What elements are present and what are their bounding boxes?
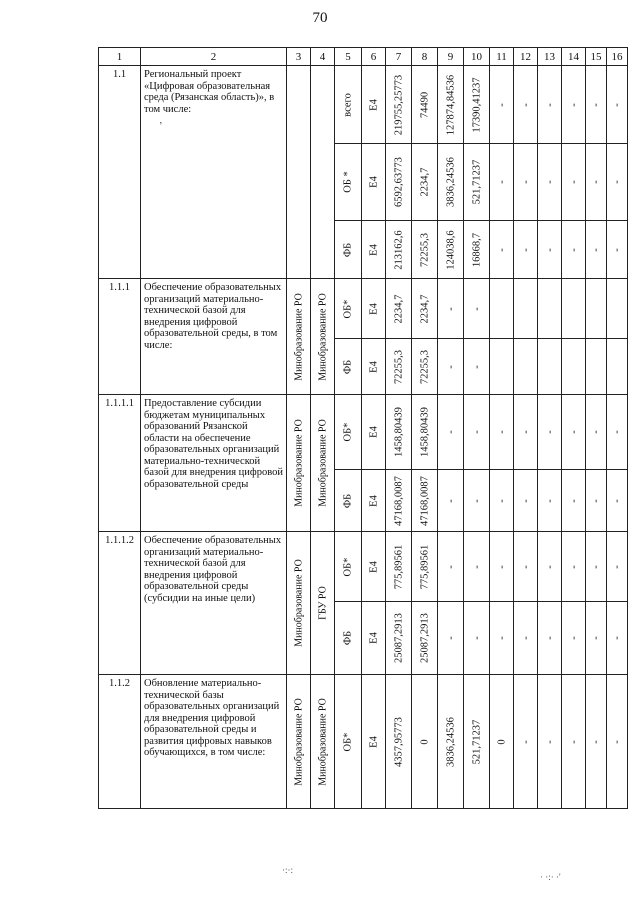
value-cell: - — [438, 279, 464, 339]
value-cell: - — [538, 395, 562, 470]
value-cell: 2234,7 — [386, 279, 412, 339]
value-cell — [514, 339, 538, 395]
value-cell: 775,89561 — [412, 532, 438, 602]
header-cell: 13 — [538, 48, 562, 66]
value-cell: 2234,7 — [412, 279, 438, 339]
value-cell: - — [586, 395, 607, 470]
header-cell: 3 — [287, 48, 311, 66]
fund-source-cell: ОБ * — [335, 144, 362, 221]
value-cell: 127874,84536 — [438, 66, 464, 144]
value-cell: - — [586, 470, 607, 532]
value-cell: 72255,3 — [412, 339, 438, 395]
header-cell: 10 — [464, 48, 490, 66]
fund-source-cell: ОБ* — [335, 395, 362, 470]
value-cell: - — [514, 144, 538, 221]
value-cell: 47168,0087 — [386, 470, 412, 532]
value-cell: - — [438, 532, 464, 602]
value-cell: 2234,7 — [412, 144, 438, 221]
value-cell: - — [490, 470, 514, 532]
value-cell: 213162,6 — [386, 221, 412, 279]
value-cell: - — [538, 675, 562, 809]
header-cell: 9 — [438, 48, 464, 66]
value-cell: - — [538, 470, 562, 532]
value-cell: - — [607, 395, 628, 470]
header-cell: 6 — [362, 48, 386, 66]
value-cell: - — [438, 395, 464, 470]
value-cell: - — [586, 66, 607, 144]
value-cell: - — [607, 66, 628, 144]
table-row — [99, 395, 628, 470]
code-cell: Е4 — [362, 144, 386, 221]
value-cell: - — [490, 395, 514, 470]
value-cell: 775,89561 — [386, 532, 412, 602]
executor-cell: Минобразование РО — [287, 532, 311, 675]
fund-source-cell: ФБ — [335, 221, 362, 279]
value-cell: - — [607, 602, 628, 675]
scan-artifact: · ·:· ·' — [540, 872, 561, 882]
value-cell: 521,71237 — [464, 144, 490, 221]
code-cell: Е4 — [362, 339, 386, 395]
fund-source-cell: ФБ — [335, 470, 362, 532]
value-cell: - — [562, 470, 586, 532]
code-cell: Е4 — [362, 66, 386, 144]
value-cell: - — [514, 675, 538, 809]
row-name: Обеспечение образовательных организаций материально-технической базой для внедрения цифровой образовательной среды (субсидии на иные цели) — [141, 532, 287, 675]
header-cell: 14 — [562, 48, 586, 66]
header-cell: 12 — [514, 48, 538, 66]
value-cell: - — [562, 144, 586, 221]
row-number: 1.1.1 — [99, 279, 141, 395]
value-cell: - — [538, 144, 562, 221]
page-number: 70 — [312, 10, 328, 26]
value-cell: - — [562, 532, 586, 602]
value-cell: 521,71237 — [464, 675, 490, 809]
value-cell: - — [464, 532, 490, 602]
coexecutor-cell: Минобразование РО — [311, 279, 335, 395]
table-row — [99, 675, 628, 809]
value-cell: 124038,6 — [438, 221, 464, 279]
value-cell: - — [464, 470, 490, 532]
row-name: Региональный проект «Цифровая образовательная среда (Рязанская область)», в том числе: , — [141, 66, 287, 279]
row-number: 1.1.2 — [99, 675, 141, 809]
value-cell: - — [586, 602, 607, 675]
value-cell: 25087,2913 — [386, 602, 412, 675]
code-cell: Е4 — [362, 532, 386, 602]
code-cell: Е4 — [362, 675, 386, 809]
value-cell — [586, 339, 607, 395]
coexecutor-cell: Минобразование РО — [311, 675, 335, 809]
value-cell: - — [562, 395, 586, 470]
value-cell: 3836,24536 — [438, 144, 464, 221]
value-cell: - — [538, 66, 562, 144]
coexecutor-cell: ГБУ РО — [311, 532, 335, 675]
value-cell: - — [514, 470, 538, 532]
value-cell: 16868,7 — [464, 221, 490, 279]
value-cell: - — [607, 532, 628, 602]
value-cell: - — [586, 221, 607, 279]
code-cell: Е4 — [362, 221, 386, 279]
row-name: Предоставление субсидии бюджетам муниципальных образований Рязанской области на обеспечение образовательных организаций материально-технической базой для внедрения цифровой образовательной среды — [141, 395, 287, 532]
value-cell: - — [538, 221, 562, 279]
code-cell: Е4 — [362, 395, 386, 470]
executor-cell: Минобразование РО — [287, 675, 311, 809]
value-cell: - — [438, 602, 464, 675]
value-cell: - — [607, 144, 628, 221]
value-cell — [538, 279, 562, 339]
value-cell — [607, 339, 628, 395]
value-cell — [514, 279, 538, 339]
fund-source-cell: ФБ — [335, 602, 362, 675]
row-number: 1.1.1.1 — [99, 395, 141, 532]
header-cell: 1 — [99, 48, 141, 66]
value-cell: 219755,25773 — [386, 66, 412, 144]
row-number: 1.1 — [99, 66, 141, 279]
value-cell: 25087,2913 — [412, 602, 438, 675]
value-cell: - — [490, 144, 514, 221]
value-cell: - — [464, 602, 490, 675]
value-cell: 0 — [490, 675, 514, 809]
value-cell: - — [562, 221, 586, 279]
value-cell — [586, 279, 607, 339]
value-cell: - — [607, 221, 628, 279]
value-cell: - — [514, 221, 538, 279]
value-cell — [607, 279, 628, 339]
code-cell: Е4 — [362, 279, 386, 339]
table-row — [99, 66, 628, 144]
header-cell: 8 — [412, 48, 438, 66]
value-cell: 4357,95773 — [386, 675, 412, 809]
value-cell — [562, 339, 586, 395]
header-cell: 4 — [311, 48, 335, 66]
value-cell: 74490 — [412, 66, 438, 144]
value-cell: - — [490, 602, 514, 675]
value-cell: - — [438, 470, 464, 532]
header-cell: 11 — [490, 48, 514, 66]
value-cell: - — [514, 602, 538, 675]
value-cell: 3836,24536 — [438, 675, 464, 809]
table-row — [99, 279, 628, 339]
code-cell: Е4 — [362, 602, 386, 675]
row-name: Обновление материально-технической базы образовательных организаций для внедрения цифровой образовательной среды и развития цифровых навыков обучающихся, в том числе: — [141, 675, 287, 809]
value-cell: 72255,3 — [412, 221, 438, 279]
value-cell: 17390,41237 — [464, 66, 490, 144]
value-cell: - — [514, 66, 538, 144]
table-row — [99, 532, 628, 602]
header-row — [99, 48, 628, 66]
value-cell: 6592,63773 — [386, 144, 412, 221]
value-cell: - — [490, 66, 514, 144]
value-cell — [490, 339, 514, 395]
coexecutor-cell: Минобразование РО — [311, 395, 335, 532]
value-cell: - — [562, 602, 586, 675]
budget-table — [98, 47, 628, 809]
value-cell: - — [464, 279, 490, 339]
value-cell: - — [464, 339, 490, 395]
value-cell: 0 — [412, 675, 438, 809]
header-cell: 2 — [141, 48, 287, 66]
code-cell: Е4 — [362, 470, 386, 532]
value-cell: - — [490, 221, 514, 279]
value-cell: - — [607, 675, 628, 809]
header-cell: 7 — [386, 48, 412, 66]
executor-cell: Минобразование РО — [287, 279, 311, 395]
value-cell: - — [538, 532, 562, 602]
value-cell: - — [538, 602, 562, 675]
header-cell: 16 — [607, 48, 628, 66]
value-cell: - — [607, 470, 628, 532]
value-cell: - — [562, 66, 586, 144]
executor-cell — [287, 66, 311, 279]
fund-source-cell: ОБ* — [335, 279, 362, 339]
header-cell: 5 — [335, 48, 362, 66]
value-cell: 1458,80439 — [412, 395, 438, 470]
executor-cell: Минобразование РО — [287, 395, 311, 532]
value-cell: - — [586, 532, 607, 602]
value-cell: - — [490, 532, 514, 602]
value-cell: 47168,0087 — [412, 470, 438, 532]
row-number: 1.1.1.2 — [99, 532, 141, 675]
value-cell: - — [514, 532, 538, 602]
value-cell: - — [438, 339, 464, 395]
row-name: Обеспечение образовательных организаций материально-технической базой для внедрения цифровой образовательной среды, в том числе: — [141, 279, 287, 395]
fund-source-cell: ФБ — [335, 339, 362, 395]
value-cell — [490, 279, 514, 339]
header-cell: 15 — [586, 48, 607, 66]
value-cell: - — [586, 144, 607, 221]
scan-artifact: ·:·: — [282, 865, 293, 875]
fund-source-cell: ОБ* — [335, 675, 362, 809]
value-cell: - — [586, 675, 607, 809]
value-cell — [538, 339, 562, 395]
value-cell: 1458,80439 — [386, 395, 412, 470]
value-cell — [562, 279, 586, 339]
value-cell: - — [514, 395, 538, 470]
coexecutor-cell — [311, 66, 335, 279]
value-cell: - — [464, 395, 490, 470]
fund-source-cell: всего — [335, 66, 362, 144]
value-cell: 72255,3 — [386, 339, 412, 395]
fund-source-cell: ОБ* — [335, 532, 362, 602]
value-cell: - — [562, 675, 586, 809]
